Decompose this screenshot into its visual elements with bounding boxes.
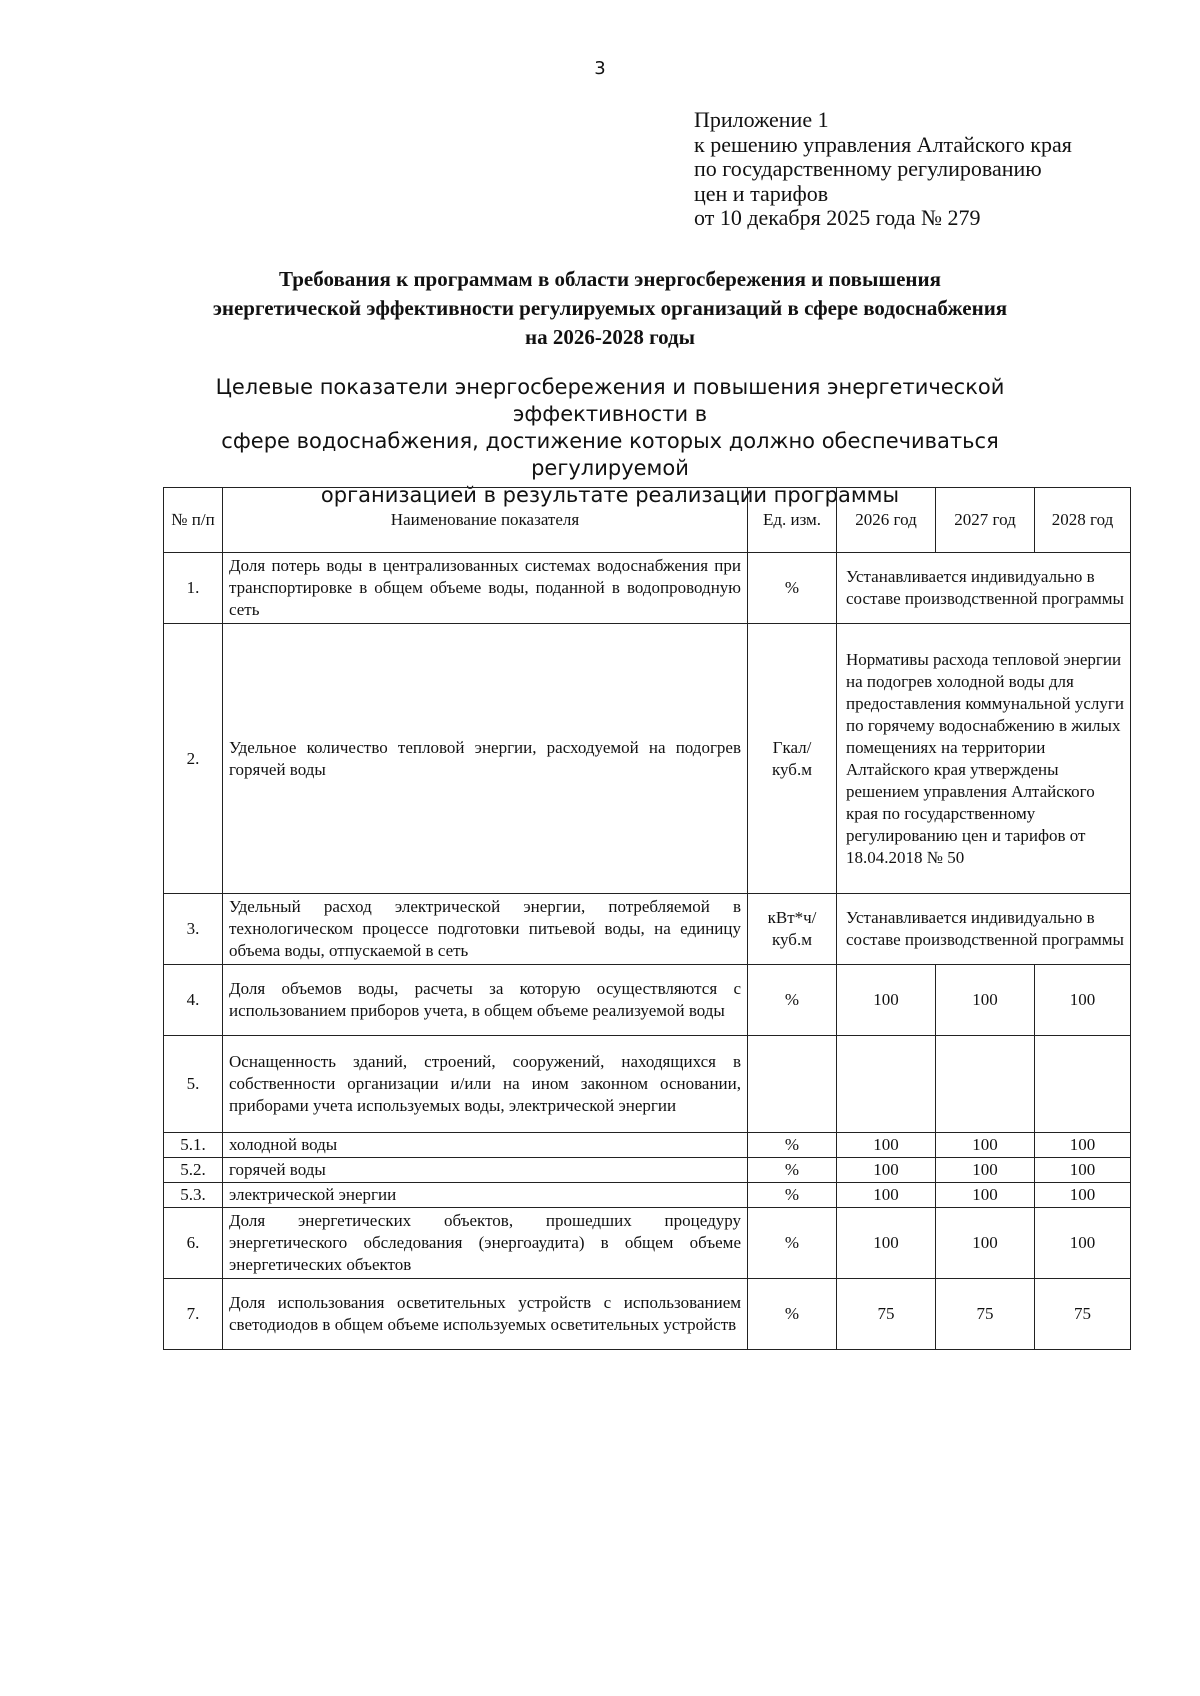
value-2026: 75: [837, 1279, 936, 1350]
value-2028: 100: [1035, 1133, 1131, 1158]
unit-cell: кВт*ч/ куб.м: [748, 894, 837, 965]
value-2026: 100: [837, 1133, 936, 1158]
value-2027: 100: [936, 1158, 1035, 1183]
row-number: 4.: [164, 965, 223, 1036]
indicator-name: Удельный расход электрической энергии, потребляемой в технологическом процессе подготовки питьевой воды, на единицу объема воды, отпускаемой в сеть: [223, 894, 748, 965]
note-cell: Нормативы расхода тепловой энергии на подогрев холодной воды для предоставления коммунальной услуги по горячему водоснабжению в жилых помещениях на территории Алтайского края утверждены решением управления Алтайского края по государственному регулированию цен и тарифов от 18.04.2018 № 50: [837, 624, 1131, 894]
value-2026: 100: [837, 1208, 936, 1279]
header-2028: 2028 год: [1035, 488, 1131, 553]
indicator-name: Доля потерь воды в централизованных системах водоснабжения при транспортировке в общем объеме воды, поданной в водопроводную сеть: [223, 553, 748, 624]
appendix-line: от 10 декабря 2025 года № 279: [694, 205, 981, 230]
value-2026: 100: [837, 1183, 936, 1208]
header-num: № п/п: [164, 488, 223, 553]
header-2027: 2027 год: [936, 488, 1035, 553]
appendix-line: к решению управления Алтайского края: [694, 131, 1072, 157]
indicators-table: [163, 487, 1131, 1350]
caption-line: сфере водоснабжения, достижение которых должно обеспечиваться регулируемой: [221, 429, 999, 480]
unit-cell: %: [748, 1133, 837, 1158]
unit-cell: %: [748, 1279, 837, 1350]
table-row: [164, 894, 1131, 965]
title-line: энергетической эффективности регулируемых организаций в сфере водоснабжения: [212, 296, 1008, 320]
value-2028: 75: [1035, 1279, 1131, 1350]
table-row: [164, 1279, 1131, 1350]
title-line: Требования к программам в области энергосбережения и повышения: [279, 267, 941, 291]
table-row: [164, 1208, 1131, 1279]
indicator-name: Доля энергетических объектов, прошедших процедуру энергетического обследования (энергоаудита) в общем объеме энергетических объектов: [223, 1208, 748, 1279]
row-number: 1.: [164, 553, 223, 624]
indicator-name: электрической энергии: [223, 1183, 748, 1208]
note-cell: Устанавливается индивидуально в составе производственной программы: [837, 553, 1131, 624]
value-2026: 100: [837, 1158, 936, 1183]
indicator-name: холодной воды: [223, 1133, 748, 1158]
value-2026: [837, 1036, 936, 1133]
unit-cell: %: [748, 1158, 837, 1183]
table-row: [164, 1036, 1131, 1133]
table-row: [164, 1133, 1131, 1158]
indicator-name: Доля объемов воды, расчеты за которую осуществляются с использованием приборов учета, в общем объеме реализуемой воды: [223, 965, 748, 1036]
note-cell: Устанавливается индивидуально в составе производственной программы: [837, 894, 1131, 965]
value-2027: 100: [936, 965, 1035, 1036]
value-2028: 100: [1035, 1208, 1131, 1279]
table-header-row: [164, 488, 1131, 553]
caption-line: организацией в результате реализации программы: [320, 483, 900, 507]
appendix-header: [694, 108, 1072, 231]
unit-cell: %: [748, 1183, 837, 1208]
indicator-name: Доля использования осветительных устройств с использованием светодиодов в общем объеме используемых осветительных устройств: [223, 1279, 748, 1350]
value-2027: [936, 1036, 1035, 1133]
header-name: Наименование показателя: [223, 488, 748, 553]
document-title: [150, 265, 1070, 352]
value-2028: 100: [1035, 965, 1131, 1036]
table-row: [164, 553, 1131, 624]
value-2027: 100: [936, 1133, 1035, 1158]
row-number: 5.: [164, 1036, 223, 1133]
indicator-name: горячей воды: [223, 1158, 748, 1183]
row-number: 5.2.: [164, 1158, 223, 1183]
unit-cell: %: [748, 965, 837, 1036]
row-number: 2.: [164, 624, 223, 894]
value-2027: 100: [936, 1183, 1035, 1208]
row-number: 5.1.: [164, 1133, 223, 1158]
appendix-line: цен и тарифов: [694, 180, 829, 206]
value-2027: 75: [936, 1279, 1035, 1350]
header-unit: Ед. изм.: [748, 488, 837, 553]
title-line: на 2026-2028 годы: [524, 325, 696, 349]
unit-cell: %: [748, 1208, 837, 1279]
value-2026: 100: [837, 965, 936, 1036]
value-2028: [1035, 1036, 1131, 1133]
value-2028: 100: [1035, 1183, 1131, 1208]
appendix-line: Приложение 1: [694, 107, 829, 132]
indicator-name: Удельное количество тепловой энергии, расходуемой на подогрев горячей воды: [223, 624, 748, 894]
table-row: [164, 1158, 1131, 1183]
table-row: [164, 965, 1131, 1036]
page-number: 3: [594, 58, 606, 79]
indicator-name: Оснащенность зданий, строений, сооружений, находящихся в собственности организации и/или на ином законном основании, приборами учета используемых воды, электрической энергии: [223, 1036, 748, 1133]
unit-cell: %: [748, 553, 837, 624]
unit-cell: [748, 1036, 837, 1133]
row-number: 6.: [164, 1208, 223, 1279]
caption-line: Целевые показатели энергосбережения и повышения энергетической эффективности в: [215, 375, 1005, 426]
row-number: 7.: [164, 1279, 223, 1350]
value-2028: 100: [1035, 1158, 1131, 1183]
unit-cell: Гкал/ куб.м: [748, 624, 837, 894]
header-2026: 2026 год: [837, 488, 936, 553]
value-2027: 100: [936, 1208, 1035, 1279]
table-row: [164, 1183, 1131, 1208]
table-row: [164, 624, 1131, 894]
row-number: 5.3.: [164, 1183, 223, 1208]
appendix-line: по государственному регулированию: [694, 156, 1042, 181]
row-number: 3.: [164, 894, 223, 965]
